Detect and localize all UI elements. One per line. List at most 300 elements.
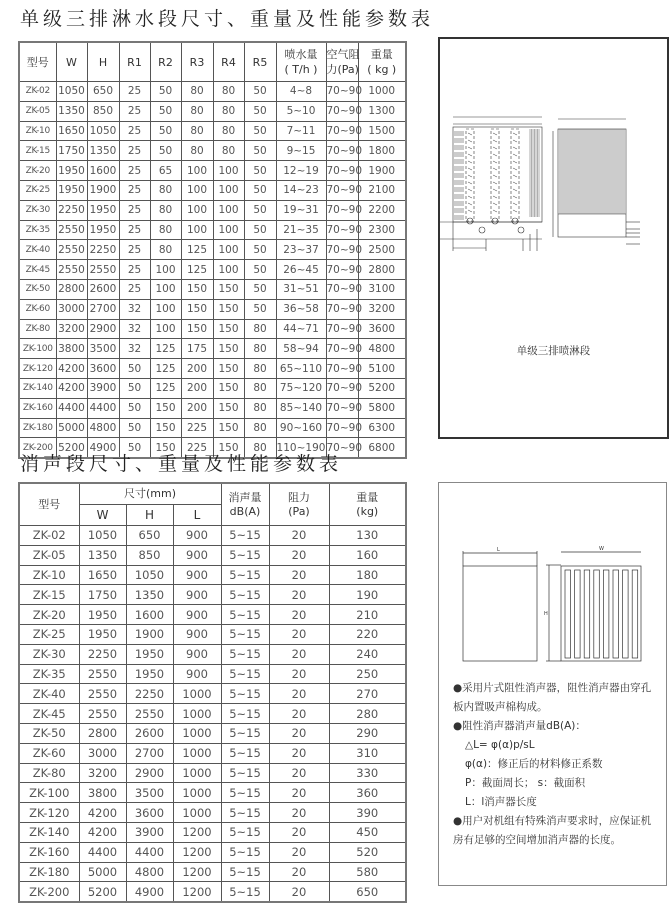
silencer-side-view (463, 566, 537, 661)
table-cell: 70~90 (326, 398, 358, 418)
table-cell: 650 (87, 82, 119, 102)
model-cell: ZK-15 (19, 141, 56, 161)
silencer-notes (453, 679, 658, 850)
spray-pipe (466, 129, 474, 221)
table-cell: 3900 (87, 378, 119, 398)
silencer-table-title: 消声段尺寸、重量及性能参数表 (20, 453, 343, 475)
table-row (19, 121, 406, 141)
table-cell: 80 (181, 141, 213, 161)
table-row (19, 545, 406, 565)
front-view-outline (453, 127, 542, 222)
table-cell: 4800 (87, 418, 119, 438)
col-header-weight (358, 42, 406, 82)
model-cell: ZK-35 (19, 664, 79, 684)
table-cell: 6300 (358, 418, 406, 438)
table-cell: 3000 (56, 299, 87, 319)
fin-lines (560, 129, 624, 214)
table-cell: 2700 (126, 743, 173, 763)
table-row (19, 822, 406, 842)
model-cell: ZK-25 (19, 180, 56, 200)
table-cell: 100 (181, 200, 213, 220)
table-cell: 70~90 (326, 82, 358, 102)
silencer-front-view (561, 566, 641, 661)
table-row (19, 704, 406, 724)
nozzle-mark (513, 133, 517, 135)
table-cell: 4900 (126, 882, 173, 902)
table-cell: 70~90 (326, 279, 358, 299)
table-row (19, 585, 406, 605)
table-cell: 5~15 (221, 842, 269, 862)
note-item: L：l消声器长度 (465, 796, 537, 808)
table-cell: 850 (126, 545, 173, 565)
model-cell: ZK-45 (19, 260, 56, 280)
table-cell: 5~15 (221, 526, 269, 546)
model-cell: ZK-140 (19, 822, 79, 842)
table-row (19, 664, 406, 684)
baffle (632, 570, 638, 658)
table-cell: 5200 (79, 882, 126, 902)
table-cell: 1350 (56, 101, 87, 121)
table-cell: 80 (244, 418, 276, 438)
table-cell: 100 (213, 260, 244, 280)
side-view-drawing (553, 119, 640, 244)
table-cell: 100 (213, 180, 244, 200)
table-cell: 80 (181, 101, 213, 121)
table-row (19, 723, 406, 743)
table-cell: 25 (119, 161, 150, 181)
table-cell: 150 (213, 359, 244, 379)
col-header-l: L (173, 505, 221, 526)
table-cell: 44~71 (276, 319, 326, 339)
table-cell: 20 (269, 723, 329, 743)
table-cell: 20 (269, 605, 329, 625)
model-cell: ZK-02 (19, 526, 79, 546)
spray-pipe (511, 129, 519, 221)
header-line: (kg) (356, 504, 379, 518)
table-cell: 80 (150, 240, 181, 260)
model-cell: ZK-25 (19, 624, 79, 644)
table-cell: 4200 (56, 378, 87, 398)
table-cell: 1050 (56, 82, 87, 102)
table-cell: 100 (213, 220, 244, 240)
table-cell: 200 (181, 378, 213, 398)
table-cell: 2200 (358, 200, 406, 220)
table-cell: 1900 (126, 624, 173, 644)
fin-lines (530, 129, 539, 217)
table-cell: 50 (150, 141, 181, 161)
table-cell: 20 (269, 644, 329, 664)
table-cell: 5~15 (221, 743, 269, 763)
note-item: φ(α)：修正后的材料修正系数 (465, 758, 603, 770)
table-cell: 5~15 (221, 565, 269, 585)
table-cell: 5~15 (221, 704, 269, 724)
table-cell: 80 (213, 141, 244, 161)
table-cell: 650 (126, 526, 173, 546)
table-cell: 20 (269, 763, 329, 783)
table-cell: 20 (269, 684, 329, 704)
table-row (19, 418, 406, 438)
table-cell: 3200 (56, 319, 87, 339)
nozzle-mark (513, 182, 517, 184)
table-cell: 80 (244, 319, 276, 339)
nozzle-mark (468, 203, 472, 205)
table-row (19, 842, 406, 862)
table-cell: 130 (329, 526, 406, 546)
table-cell: 900 (173, 526, 221, 546)
col-header-h: H (87, 42, 119, 82)
table-cell: 1200 (173, 842, 221, 862)
table-cell: 2700 (87, 299, 119, 319)
table-cell: 4900 (87, 438, 119, 458)
table-row (19, 605, 406, 625)
model-cell: ZK-80 (19, 763, 79, 783)
table-cell: 150 (213, 279, 244, 299)
table-row (19, 180, 406, 200)
table-cell: 150 (150, 398, 181, 418)
table-cell: 80 (244, 378, 276, 398)
nozzle-mark (493, 168, 497, 170)
col-header-air-resistance (326, 42, 358, 82)
nozzle-mark (513, 189, 517, 191)
table-cell: 70~90 (326, 418, 358, 438)
table-cell: 50 (244, 240, 276, 260)
table-cell: 900 (173, 545, 221, 565)
nozzle-mark (493, 175, 497, 177)
table-cell: 150 (150, 438, 181, 458)
col-header-attenuation (221, 483, 269, 526)
table-row (19, 359, 406, 379)
spray-pipe (491, 129, 499, 221)
model-cell: ZK-180 (19, 862, 79, 882)
model-cell: ZK-45 (19, 704, 79, 724)
nozzle-mark (468, 168, 472, 170)
dim-label-l: L (497, 547, 500, 553)
table-cell: 1350 (87, 141, 119, 161)
table-cell: 20 (269, 783, 329, 803)
silencer-diagram-panel (438, 482, 667, 886)
nozzle-mark (513, 154, 517, 156)
col-header-resistance (269, 483, 329, 526)
table-cell: 100 (150, 279, 181, 299)
table-cell: 100 (150, 299, 181, 319)
table-cell: 150 (213, 418, 244, 438)
table-cell: 280 (329, 704, 406, 724)
model-cell: ZK-10 (19, 565, 79, 585)
table-cell: 150 (213, 299, 244, 319)
table-row (19, 684, 406, 704)
table-cell: 3500 (126, 783, 173, 803)
table-cell: 5~15 (221, 644, 269, 664)
table-cell: 1800 (358, 141, 406, 161)
table-cell: 50 (244, 161, 276, 181)
nozzle-mark (513, 175, 517, 177)
table-cell: 900 (173, 624, 221, 644)
table-cell: 50 (150, 82, 181, 102)
table-cell: 75~120 (276, 378, 326, 398)
table-row (19, 161, 406, 181)
table-cell: 5000 (56, 418, 87, 438)
nozzle-mark (493, 182, 497, 184)
table-cell: 2250 (87, 240, 119, 260)
table-cell: 80 (150, 220, 181, 240)
table-cell: 1000 (173, 783, 221, 803)
model-cell: ZK-140 (19, 378, 56, 398)
table-cell: 5~15 (221, 803, 269, 823)
table-cell: 150 (181, 299, 213, 319)
baffle (623, 570, 629, 658)
table-cell: 4800 (358, 339, 406, 359)
table-cell: 90~160 (276, 418, 326, 438)
nozzle-mark (493, 189, 497, 191)
table-cell: 125 (150, 378, 181, 398)
table-cell: 50 (244, 200, 276, 220)
model-cell: ZK-10 (19, 121, 56, 141)
table-cell: 80 (244, 438, 276, 458)
spray-section-table (18, 41, 407, 459)
nozzle-mark (468, 182, 472, 184)
baffle (565, 570, 571, 658)
model-cell: ZK-120 (19, 803, 79, 823)
table-cell: 5100 (358, 359, 406, 379)
table-cell: 900 (173, 644, 221, 664)
table-cell: 1000 (173, 723, 221, 743)
table-cell: 2550 (56, 240, 87, 260)
table-cell: 100 (150, 319, 181, 339)
table-cell: 6800 (358, 438, 406, 458)
header-line: ( kg ) (367, 63, 397, 76)
nozzle-mark (468, 210, 472, 212)
table-cell: 1000 (173, 684, 221, 704)
nozzle-mark (493, 196, 497, 198)
col-header-size-group: 尺寸(mm) (79, 483, 221, 505)
table-cell: 80 (213, 121, 244, 141)
table-cell: 20 (269, 545, 329, 565)
table-cell: 70~90 (326, 339, 358, 359)
table-cell: 1350 (126, 585, 173, 605)
table-cell: 1200 (173, 822, 221, 842)
table-cell: 25 (119, 279, 150, 299)
pipe-connection (518, 227, 524, 233)
model-cell: ZK-30 (19, 644, 79, 664)
table-cell: 4400 (126, 842, 173, 862)
table-cell: 2550 (79, 684, 126, 704)
table-cell: 19~31 (276, 200, 326, 220)
table-cell: 220 (329, 624, 406, 644)
table-cell: 110~190 (276, 438, 326, 458)
table-cell: 520 (329, 842, 406, 862)
model-cell: ZK-05 (19, 545, 79, 565)
table-cell: 2600 (126, 723, 173, 743)
table-cell: 1900 (87, 180, 119, 200)
table-cell: 25 (119, 141, 150, 161)
table-cell: 1600 (87, 161, 119, 181)
table-cell: 70~90 (326, 200, 358, 220)
table-cell: 7~11 (276, 121, 326, 141)
table-cell: 4800 (126, 862, 173, 882)
table-cell: 1750 (56, 141, 87, 161)
nozzle-mark (493, 161, 497, 163)
table-row (19, 240, 406, 260)
nozzle-mark (513, 210, 517, 212)
table-cell: 3500 (87, 339, 119, 359)
table-cell: 5~15 (221, 585, 269, 605)
table-cell: 1950 (56, 161, 87, 181)
table-cell: 650 (329, 882, 406, 902)
table-cell: 1950 (126, 664, 173, 684)
table-cell: 50 (244, 220, 276, 240)
table-cell: 25 (119, 101, 150, 121)
table-row (19, 141, 406, 161)
spray-section-diagram-panel (438, 37, 669, 439)
table-cell: 85~140 (276, 398, 326, 418)
table-cell: 5~15 (221, 545, 269, 565)
table-cell: 100 (213, 200, 244, 220)
table-cell: 390 (329, 803, 406, 823)
table-cell: 26~45 (276, 260, 326, 280)
table-cell: 3200 (358, 299, 406, 319)
col-header-weight (329, 483, 406, 526)
table-cell: 2900 (126, 763, 173, 783)
table-cell: 25 (119, 220, 150, 240)
table-cell: 50 (119, 418, 150, 438)
table-cell: 160 (329, 545, 406, 565)
table-cell: 2550 (56, 260, 87, 280)
table-cell: 4400 (56, 398, 87, 418)
table-cell: 5~15 (221, 862, 269, 882)
table-cell: 1350 (79, 545, 126, 565)
model-cell: ZK-50 (19, 279, 56, 299)
model-cell: ZK-200 (19, 882, 79, 902)
col-header-r1: R1 (119, 42, 150, 82)
table-cell: 25 (119, 82, 150, 102)
table-cell: 4400 (87, 398, 119, 418)
table-cell: 80 (181, 82, 213, 102)
table-cell: 70~90 (326, 161, 358, 181)
table-row (19, 260, 406, 280)
table-row (19, 763, 406, 783)
table-row (19, 299, 406, 319)
table-cell: 70~90 (326, 359, 358, 379)
nozzle-mark (513, 196, 517, 198)
nozzle-mark (493, 210, 497, 212)
table-cell: 5200 (56, 438, 87, 458)
table-cell: 190 (329, 585, 406, 605)
table-cell: 50 (244, 299, 276, 319)
table-cell: 1950 (79, 605, 126, 625)
table-cell: 3100 (358, 279, 406, 299)
table-cell: 4200 (79, 822, 126, 842)
table-cell: 125 (150, 339, 181, 359)
spray-section-drawing (440, 39, 667, 437)
table-cell: 125 (181, 260, 213, 280)
table-cell: 80 (244, 359, 276, 379)
table-cell: 2800 (79, 723, 126, 743)
table-cell: 1950 (79, 624, 126, 644)
table-cell: 20 (269, 565, 329, 585)
table-cell: 250 (329, 664, 406, 684)
nozzle-mark (513, 168, 517, 170)
table-cell: 3600 (87, 359, 119, 379)
nozzle-mark (468, 189, 472, 191)
table-cell: 5~15 (221, 664, 269, 684)
table-cell: 25 (119, 240, 150, 260)
col-header-r5: R5 (244, 42, 276, 82)
table-cell: 3800 (79, 783, 126, 803)
table-cell: 21~35 (276, 220, 326, 240)
table-cell: 2250 (126, 684, 173, 704)
table-cell: 4200 (56, 359, 87, 379)
table-cell: 330 (329, 763, 406, 783)
note-item: P：截面周长； s：截面积 (465, 777, 586, 789)
nozzle-mark (493, 147, 497, 149)
table-row (19, 378, 406, 398)
note-item: ●采用片式阻性消声器，阻性消声器由穿孔板内置吸声棉构成。 (453, 682, 652, 713)
table-cell: 5~15 (221, 822, 269, 842)
table-cell: 2100 (358, 180, 406, 200)
table-row (19, 803, 406, 823)
model-cell: ZK-02 (19, 82, 56, 102)
col-header-h: H (126, 505, 173, 526)
table-cell: 5~15 (221, 882, 269, 902)
table-cell: 2500 (358, 240, 406, 260)
note-item: ●用户对机组有特殊消声要求时，应保证机房有足够的空间增加消声器的长度。 (453, 815, 652, 846)
baffle (575, 570, 581, 658)
model-cell: ZK-30 (19, 200, 56, 220)
table-cell: 2550 (56, 220, 87, 240)
table-cell: 175 (181, 339, 213, 359)
table-cell: 50 (119, 398, 150, 418)
header-line: 空气阻 (326, 48, 360, 61)
model-cell: ZK-15 (19, 585, 79, 605)
table-cell: 200 (181, 359, 213, 379)
table-cell: 850 (87, 101, 119, 121)
table-row (19, 644, 406, 664)
nozzle-mark (513, 140, 517, 142)
table-cell: 50 (244, 101, 276, 121)
table-cell: 20 (269, 842, 329, 862)
table-cell: 180 (329, 565, 406, 585)
table-cell: 2800 (358, 260, 406, 280)
table-cell: 32 (119, 339, 150, 359)
table-cell: 4400 (79, 842, 126, 862)
table-cell: 80 (213, 101, 244, 121)
table-cell: 100 (150, 260, 181, 280)
table-cell: 150 (181, 319, 213, 339)
table-cell: 5800 (358, 398, 406, 418)
col-header-w: W (79, 505, 126, 526)
table-cell: 50 (244, 82, 276, 102)
table-cell: 20 (269, 822, 329, 842)
table-cell: 1650 (56, 121, 87, 141)
table-cell: 360 (329, 783, 406, 803)
table-row (19, 200, 406, 220)
table-cell: 3600 (358, 319, 406, 339)
table-cell: 50 (244, 121, 276, 141)
header-line: 重量 (370, 48, 393, 61)
table-cell: 5~10 (276, 101, 326, 121)
table-cell: 50 (119, 438, 150, 458)
table-cell: 1000 (173, 803, 221, 823)
table-cell: 25 (119, 121, 150, 141)
table-cell: 80 (213, 82, 244, 102)
table-cell: 225 (181, 418, 213, 438)
table-cell: 20 (269, 862, 329, 882)
nozzle-mark (468, 154, 472, 156)
table-row (19, 101, 406, 121)
table-cell: 32 (119, 299, 150, 319)
table-row (19, 279, 406, 299)
table-cell: 1750 (79, 585, 126, 605)
